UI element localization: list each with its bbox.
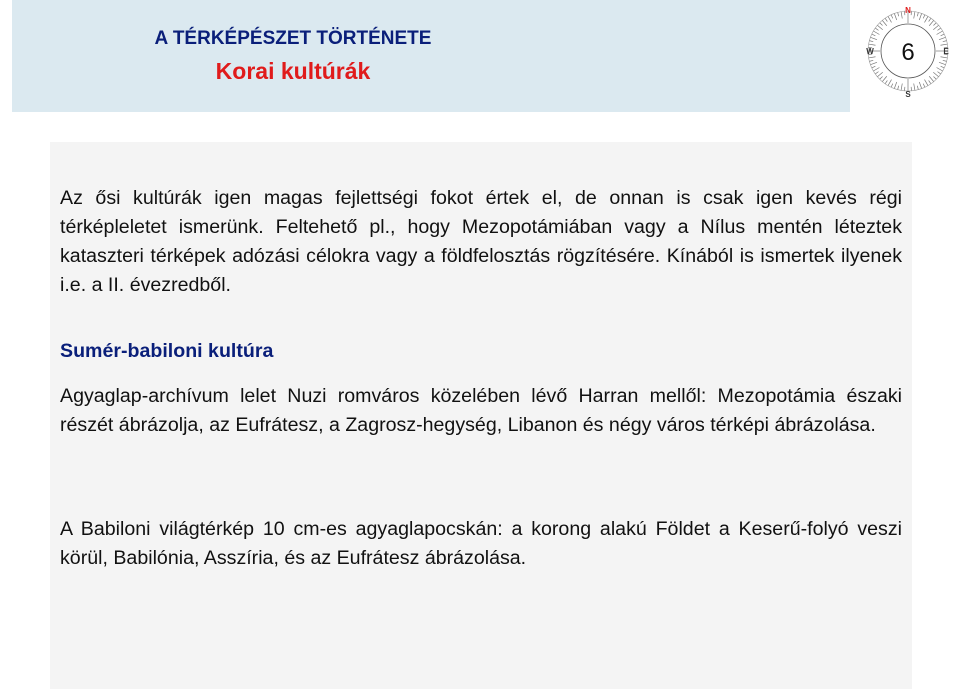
compass-tick xyxy=(873,68,879,72)
compass-tick xyxy=(917,86,918,90)
compass-tick xyxy=(870,62,877,64)
compass-tick xyxy=(933,25,938,29)
header-banner xyxy=(12,0,850,112)
compass-tick xyxy=(929,20,933,25)
compass-tick xyxy=(940,44,947,45)
compass-tick xyxy=(872,66,876,68)
compass-tick xyxy=(894,13,896,20)
compass-tick xyxy=(914,12,915,19)
compass-tick xyxy=(939,37,946,39)
compass-tick xyxy=(872,34,876,36)
compass-tick xyxy=(873,31,879,35)
compass-tick xyxy=(933,76,936,79)
compass-tick xyxy=(870,37,877,39)
compass-tick xyxy=(901,12,902,19)
compass-tick xyxy=(919,13,921,20)
compass-tick xyxy=(937,31,943,35)
compass-tick xyxy=(877,25,882,29)
compass-rose-icon xyxy=(858,2,958,100)
compass-tick xyxy=(888,16,892,22)
compass-tick xyxy=(937,72,940,74)
compass-tick xyxy=(929,76,933,81)
compass-tick xyxy=(939,62,946,64)
compass-tick xyxy=(885,18,887,21)
compass-tick xyxy=(933,23,936,26)
section-heading: Sumér-babiloni kultúra xyxy=(60,340,274,362)
intro-paragraph: Az ősi kultúrák igen magas fejlettségi fokot értek el, de onnan is csak igen kevés régi térképleletet ismerünk. Feltehető pl., hogy Mezopotámiában vagy a Nílus mentén léteztek kataszteri térképek adózási célokra vagy a földfelosztás rögzítésére. Kínából is ismertek ilyenek i.e. a II. évezredből. xyxy=(60,187,902,296)
compass-tick xyxy=(937,28,940,30)
compass-tick xyxy=(898,86,899,90)
page-number: 6 xyxy=(901,39,915,66)
compass-tick xyxy=(869,41,873,42)
compass-tick xyxy=(891,15,893,19)
compass-east-label: E xyxy=(943,47,949,56)
compass-tick xyxy=(877,72,882,76)
compass-tick xyxy=(937,68,943,72)
compass-tick xyxy=(888,80,892,86)
compass-tick xyxy=(940,57,947,58)
compass-tick xyxy=(875,72,878,74)
compass-tick xyxy=(925,16,929,22)
harran-paragraph: Agyaglap-archívum lelet Nuzi romváros közelében lévő Harran mellől: Mezopotámia északi részét ábrázolja, az Eufrátesz, a Zagrosz-hegység, Libanon és négy város térképi ábrázolása. xyxy=(60,385,902,436)
page-title: A TÉRKÉPÉSZET TÖRTÉNETE xyxy=(154,28,432,49)
compass-tick xyxy=(923,84,925,88)
compass-tick xyxy=(880,76,883,79)
page-subtitle: Korai kultúrák xyxy=(215,58,371,84)
compass-tick xyxy=(923,15,925,19)
compass-tick xyxy=(929,80,931,83)
compass-south-label: S xyxy=(905,90,911,99)
compass-tick xyxy=(891,84,893,88)
compass-tick xyxy=(869,60,873,61)
compass-tick xyxy=(894,82,896,89)
compass-tick xyxy=(925,80,929,86)
compass-tick xyxy=(941,66,945,68)
compass-tick xyxy=(901,83,902,90)
compass-tick xyxy=(885,80,887,83)
compass-tick xyxy=(882,76,886,81)
compass-tick xyxy=(943,60,947,61)
compass-west-label: W xyxy=(866,47,874,56)
content-panel xyxy=(50,142,912,689)
compass-tick xyxy=(880,23,883,26)
compass-tick xyxy=(898,12,899,16)
compass-tick xyxy=(919,82,921,89)
compass-tick xyxy=(914,83,915,90)
compass-tick xyxy=(869,44,876,45)
compass-tick xyxy=(875,28,878,30)
compass-north-label: N xyxy=(905,6,911,15)
compass-tick xyxy=(882,20,886,25)
compass-tick xyxy=(933,72,938,76)
compass-tick xyxy=(929,18,931,21)
compass-tick xyxy=(869,57,876,58)
compass-tick xyxy=(943,41,947,42)
babylon-map-paragraph: A Babiloni világtérkép 10 cm-es agyaglapocskán: a korong alakú Földet a Keserű-folyó veszi körül, Babilónia, Asszíria, és az Eufrátesz ábrázolása. xyxy=(60,518,902,569)
compass-tick xyxy=(917,12,918,16)
compass-tick xyxy=(941,34,945,36)
